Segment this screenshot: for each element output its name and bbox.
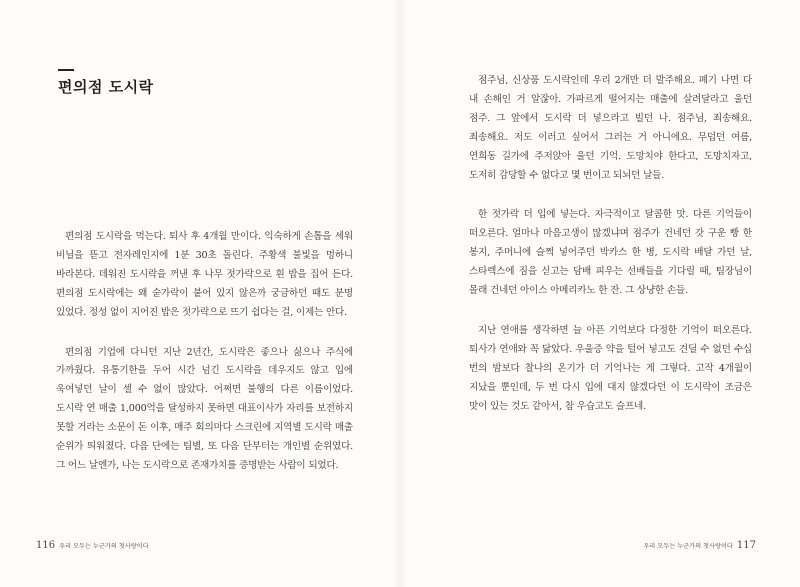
- paragraph: 지난 연애를 생각하면 늘 아픈 기억보다 다정한 기억이 떠오른다. 퇴사가 연애와 꼭 닮았다. 우울증 약을 털어 넣고도 견딜 수 없던 수십 번의 밤보다 찰나의 온기가 더 기억나는 게 그렇다. 고작 4개월이 지났을 뿐인데, 두 번 다시 입에 대지 않겠다던 이 도시락이 조금은 맛이 있는 것도 같아서, 참 우습고도 슬프네.: [469, 324, 752, 412]
- paragraph: 한 젓가락 더 입에 넣는다. 자극적이고 달콤한 맛. 다른 기억들이 떠오른다. 얼마나 마음고생이 많겠냐며 점주가 건네던 갓 구운 빵 한 봉지, 주머니에 슬쩍 넣어주던 박카스 한 병, 도시락 배달 가던 날, 스타렉스에 짐을 싣고는 담배 피우는 선배들을 기다릴 때, 팀장님이 몰래 건네던 아이스 아메리카노 한 잔. 그 상냥한 손들.: [469, 209, 752, 297]
- running-head: 우리 모두는 누군가의 첫사랑이다: [59, 543, 149, 550]
- paragraph: 편의점 기업에 다니던 지난 2년간, 도시락은 좋으나 싫으나 주식에 가까웠다. 유통기한을 두어 시간 넘긴 도시락을 데우지도 않고 입에 욱여넣던 날이 셀 수 없이 많았다. 어쩌면 불행의 다른 이름이었다. 도시락 연 매출 1,000억을 달성하지 못하면 대표이사가 자리를 보전하지 못할 거라는 소문이 돈 이후, 매주 회의마다 스크린에 지역별 도시락 매출 순위가 띄워졌다. 다음 단에는 팀별, 또 다음 단부터는 개인별 순위였다. 그 어느 날엔가, 나는 도시락으로 존재가치를 증명받는 사람이 되었다.: [56, 346, 353, 471]
- running-head: 우리 모두는 누군가의 첫사랑이다: [643, 543, 733, 550]
- title-rule: [58, 69, 74, 71]
- right-body-text: [469, 72, 752, 438]
- page-number: 116: [36, 540, 56, 551]
- left-folio: [36, 533, 149, 552]
- paragraph: 점주님, 신상품 도시락인데 우리 2개만 더 발주해요. 폐기 나면 다 내 손해인 거 알잖아. 가파르게 떨어지는 매출에 살려달라고 울던 점주. 그 앞에서 도시락 더 넣으라고 빌던 나. 점주님, 죄송해요. 죄송해요. 저도 이러고 싶어서 그러는 거 아니에요. 무덥던 여름, 연희동 길가에 주저앉아 울던 기억. 도망치야 한다고, 도망치자고, 도저히 감당할 수 없다고 몇 번이고 되뇌던 날들.: [469, 75, 752, 181]
- page-number: 117: [736, 540, 756, 551]
- paragraph: 편의점 도시락을 먹는다. 퇴사 후 4개월 만이다. 익숙하게 손톱을 세워 비닐을 뜯고 전자레인지에 1분 30초 돌린다. 주황색 불빛을 멍하니 바라본다. 데워진 도시락을 꺼낸 후 나무 젓가락으로 흰 밥을 집어 든다. 편의점 도시락에는 왜 숟가락이 붙어 있지 않은까 궁금하던 때도 분명 있었다. 정성 없이 지어진 밥은 젓가락으로 뜨기 쉽다는 걸, 이제는 안다.: [56, 231, 353, 318]
- left-body-text: [56, 228, 353, 497]
- chapter-title: 편의점 도시락: [58, 78, 154, 96]
- right-folio: [643, 533, 756, 552]
